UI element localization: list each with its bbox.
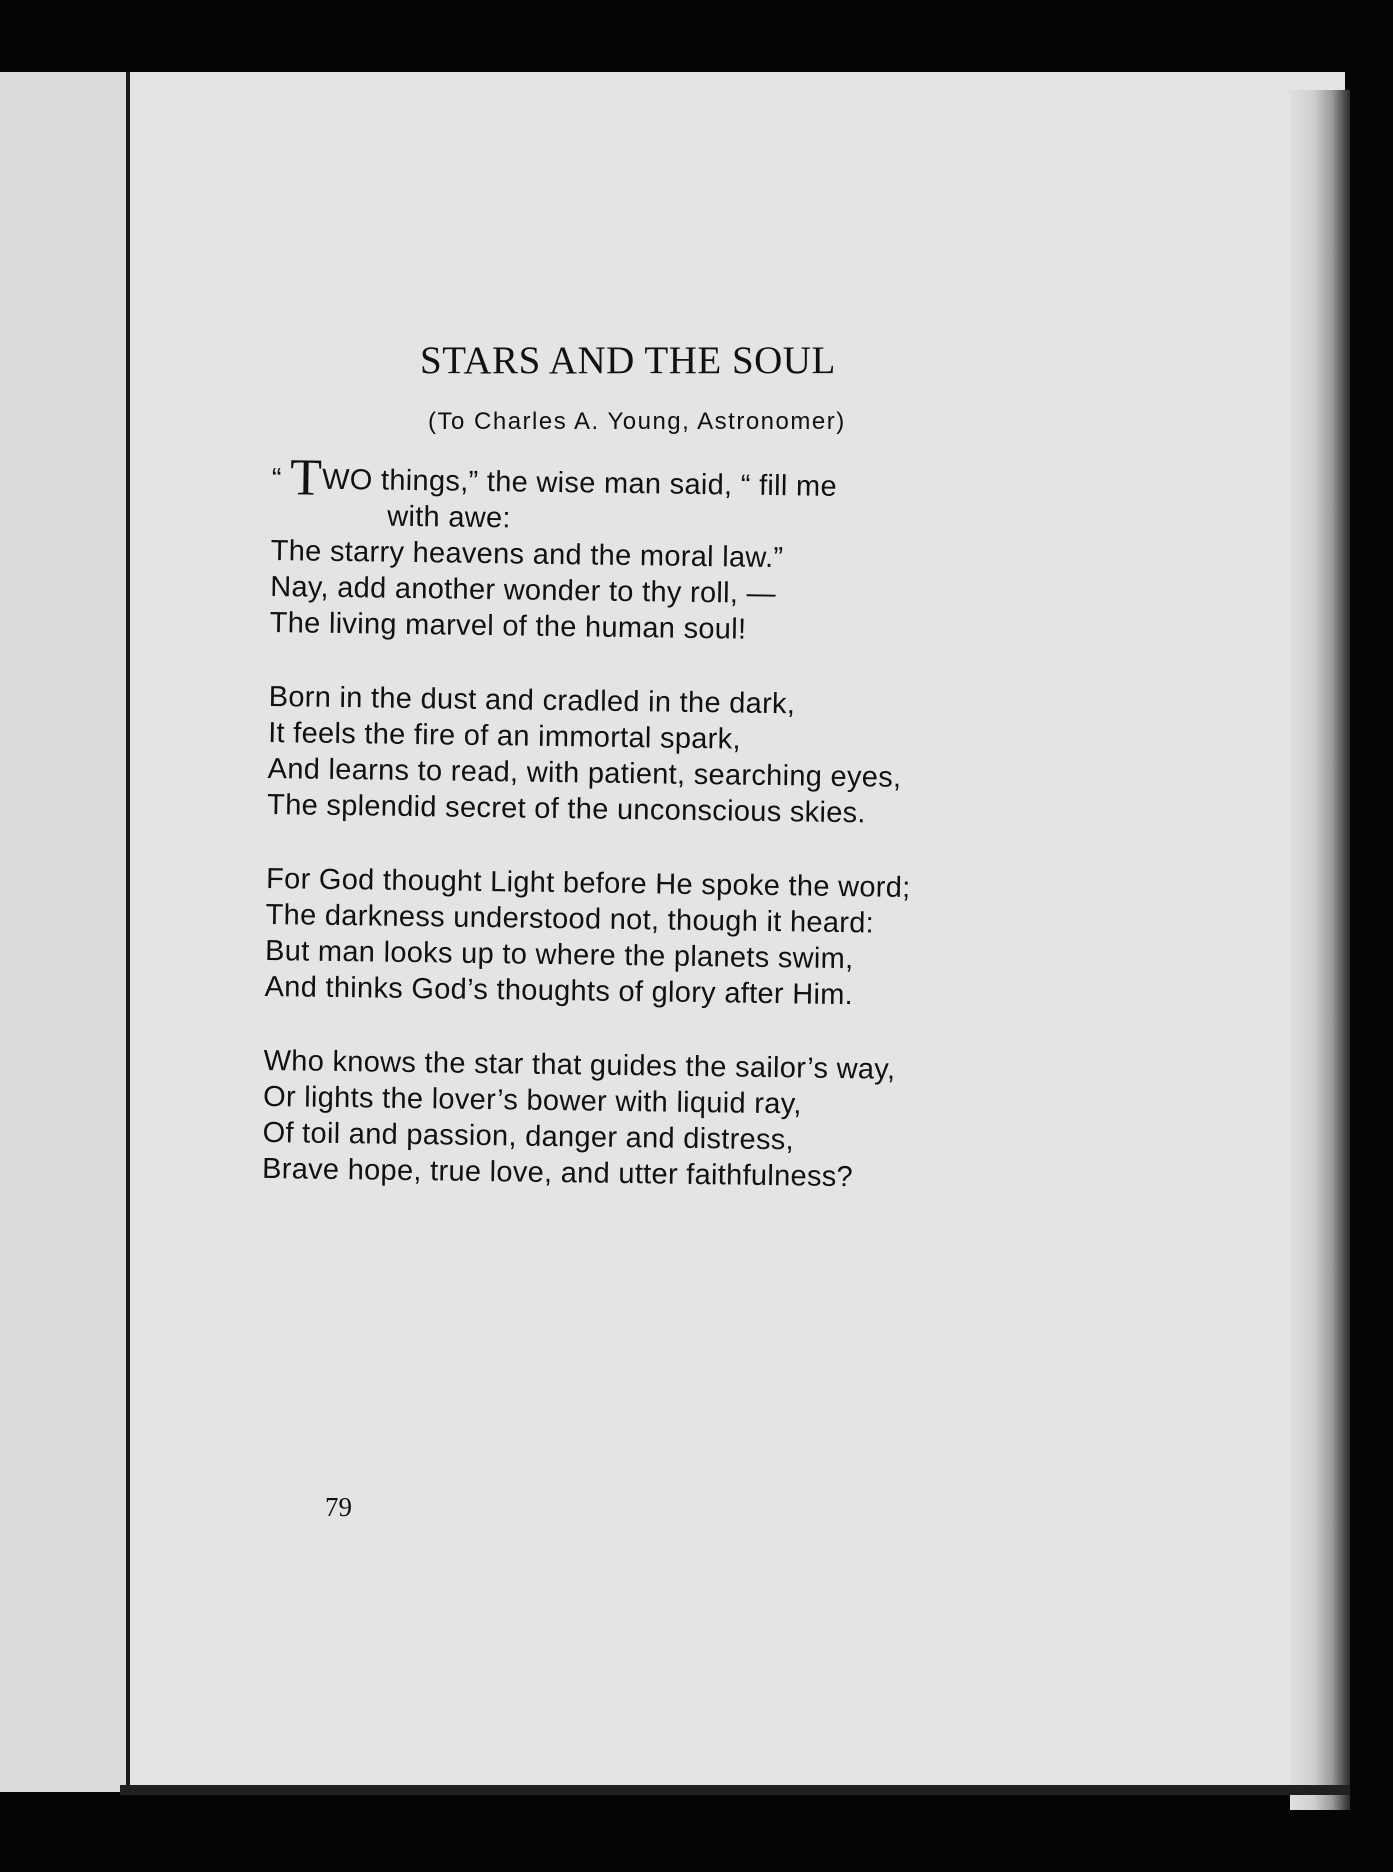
poem-line: Nay, add another wonder to thy roll, — (270, 570, 777, 611)
poem-dedication: (To Charles A. Young, Astronomer) (428, 408, 846, 435)
poem-title: STARS AND THE SOUL (420, 339, 836, 382)
facing-page-edge (0, 72, 130, 1792)
poem-line: Born in the dust and cradled in the dark, (268, 680, 796, 721)
stanza-2 (267, 679, 1089, 834)
drop-cap: T (289, 449, 323, 507)
poem-line: with awe: (386, 500, 512, 535)
poem-line: It feels the fire of an immortal spark, (267, 716, 742, 756)
poem-line: The splendid secret of the unconscious skies. (266, 788, 867, 830)
poem-line: Brave hope, true love, and utter faithfulness? (261, 1152, 854, 1194)
poem-line: The starry heavens and the moral law.” (270, 534, 784, 575)
stanza-3 (264, 861, 1086, 1016)
poem-line: And learns to read, with patient, searching eyes, (267, 752, 902, 794)
poem-line: But man looks up to where the planets swim, (264, 934, 854, 976)
open-quote: “ (271, 462, 291, 496)
stanza-4 (262, 1043, 1084, 1198)
page-bottom-edge (120, 1785, 1350, 1795)
page-number: 79 (325, 1492, 352, 1522)
stanza-1 (269, 449, 1091, 652)
poem-line: Of toil and passion, danger and distress, (262, 1116, 795, 1157)
poem-line: Who knows the star that guides the sailor’s way, (263, 1044, 896, 1086)
page-fore-edge (1290, 90, 1350, 1810)
poem-line: The darkness understood not, though it heard: (265, 898, 875, 940)
poem-line: The living marvel of the human soul! (269, 606, 747, 646)
poem-line: For God thought Light before He spoke the word; (265, 862, 911, 904)
poem-line: Or lights the lover’s bower with liquid ray, (262, 1080, 802, 1121)
first-line-text: WO things,” the wise man said, “ fill me (321, 463, 838, 503)
poem-line: And thinks God’s thoughts of glory after Him. (264, 970, 854, 1012)
poem-body (261, 449, 1092, 1236)
